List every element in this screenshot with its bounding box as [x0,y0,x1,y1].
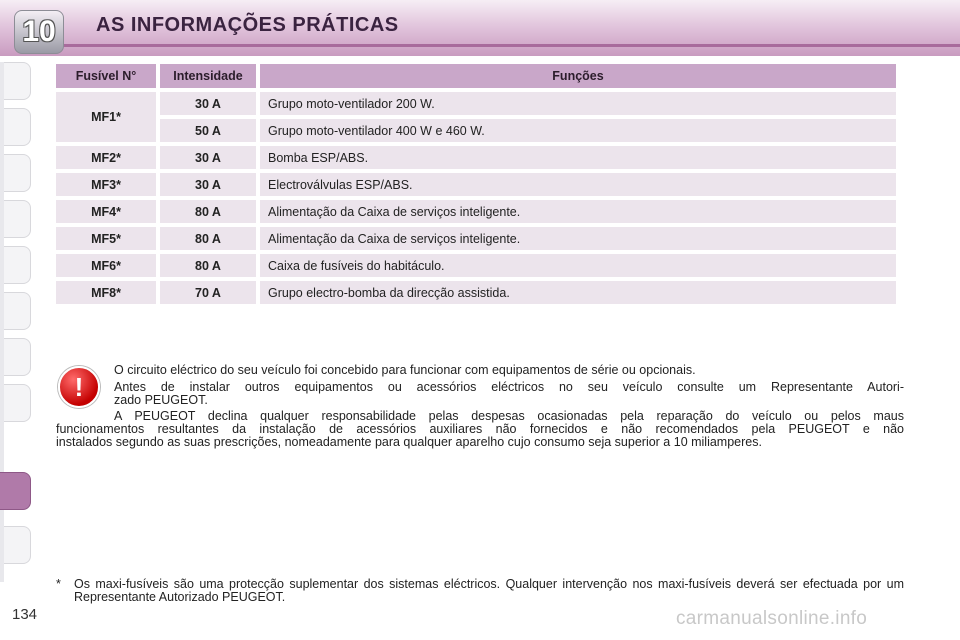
fuse-cell: MF8* [56,281,156,304]
intensity-cell: 30 A [160,92,256,115]
column-header-intensity: Intensidade [160,64,256,88]
function-cell: Grupo electro-bomba da direcção assistida. [260,281,896,304]
chapter-tab[interactable] [4,292,31,330]
intensity-cell: 50 A [160,119,256,142]
table-row [56,119,896,142]
warning-paragraph-2-line-1: Antes de instalar outros equipamentos ou acessórios eléctricos no seu veículo consulte um Representante Autori- [114,380,904,394]
intensity-cell: 30 A [160,146,256,169]
footnote-marker: * [56,577,61,591]
table-row [56,254,896,277]
fuse-cell: MF4* [56,200,156,223]
function-cell: Alimentação da Caixa de serviços inteligente. [260,200,896,223]
chapter-badge: 10 [14,10,64,54]
intensity-cell: 70 A [160,281,256,304]
table-row [56,281,896,304]
chapter-tab[interactable] [4,384,31,422]
table-row [56,200,896,223]
function-cell: Grupo moto-ventilador 400 W e 460 W. [260,119,896,142]
warning-paragraph-2-line-2: zado PEUGEOT. [114,393,208,407]
intensity-cell: 30 A [160,173,256,196]
fuse-cell: MF1* [56,92,156,142]
footnote-text: Os maxi-fusíveis são uma protecção suplementar dos sistemas eléctricos. Qualquer intervenção nos maxi-fusíveis deverá ser efectuada por um Representante Autorizado PEUGEOT. [74,577,904,604]
chapter-tab[interactable] [4,526,31,564]
fuse-cell: MF2* [56,146,156,169]
function-cell: Electroválvulas ESP/ABS. [260,173,896,196]
fuse-cell: MF5* [56,227,156,250]
exclamation-icon: ! [58,366,100,408]
watermark: carmanualsonline.info [676,608,868,629]
warning-paragraph-3-line-1: A PEUGEOT declina qualquer responsabilidade pelas despesas ocasionadas pela reparação do veículo ou pelos maus [114,409,904,423]
chapter-tab[interactable] [4,338,31,376]
page-title: AS INFORMAÇÕES PRÁTICAS [96,14,399,36]
fuse-table [52,60,900,308]
chapter-tabs [0,62,34,582]
intensity-cell: 80 A [160,254,256,277]
intensity-cell: 80 A [160,200,256,223]
warning-paragraph-3-line-2: funcionamentos resultantes da instalação de acessórios auxiliares não fornecidos e não recomendados pela PEUGEOT e não [56,422,904,436]
function-cell: Grupo moto-ventilador 200 W. [260,92,896,115]
chapter-tab-active[interactable] [0,472,31,510]
header-rule [60,44,960,47]
function-cell: Caixa de fusíveis do habitáculo. [260,254,896,277]
table-row [56,146,896,169]
chapter-tab[interactable] [4,246,31,284]
table-row [56,173,896,196]
warning-paragraph-1: O circuito eléctrico do seu veículo foi concebido para funcionar com equipamentos de série ou opcionais. [114,363,696,377]
chapter-tab[interactable] [4,108,31,146]
warning-paragraph-3-line-3: instalados segundo as suas prescrições, nomeadamente para qualquer aparelho cujo consumo seja superior a 10 miliamperes. [56,435,762,449]
column-header-functions: Funções [260,64,896,88]
function-cell: Alimentação da Caixa de serviços inteligente. [260,227,896,250]
intensity-cell: 80 A [160,227,256,250]
page-number: 134 [12,606,38,623]
table-row [56,227,896,250]
chapter-tab[interactable] [4,62,31,100]
function-cell: Bomba ESP/ABS. [260,146,896,169]
chapter-tab[interactable] [4,200,31,238]
fuse-cell: MF6* [56,254,156,277]
table-row [56,92,896,115]
column-header-fuse: Fusível N° [56,64,156,88]
chapter-tab[interactable] [4,154,31,192]
table-header-row [56,64,896,88]
fuse-cell: MF3* [56,173,156,196]
